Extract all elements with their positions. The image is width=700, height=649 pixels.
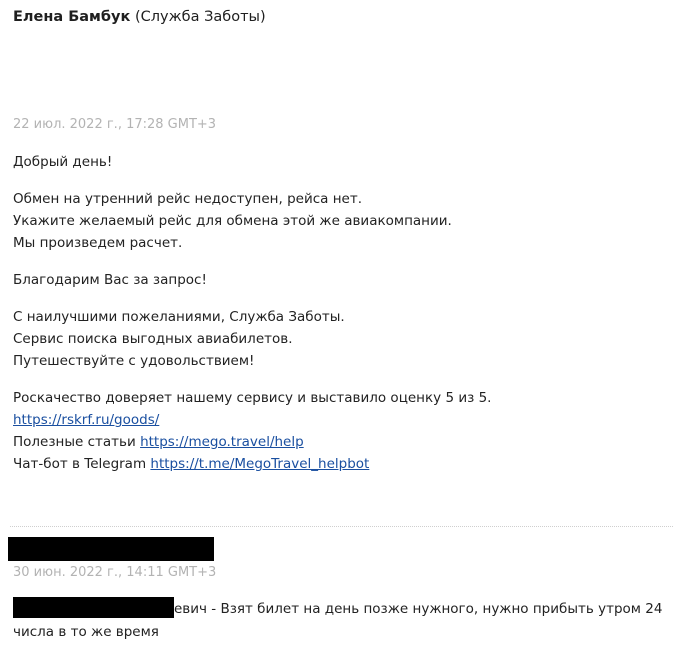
- message1-timestamp: 22 июл. 2022 г., 17:28 GMT+3: [13, 117, 217, 132]
- articles-line: [13, 431, 683, 453]
- body-line: Обмен на утренний рейс недоступен, рейса нет.: [13, 191, 362, 207]
- sender-name: Елена Бамбук: [13, 9, 131, 25]
- message1-sender: [13, 9, 266, 25]
- articles-link[interactable]: https://mego.travel/help: [140, 434, 304, 450]
- chatbot-link[interactable]: https://t.me/MegoTravel_helpbot: [150, 456, 370, 472]
- rating-link[interactable]: https://rskrf.ru/goods/: [13, 412, 160, 428]
- message2-timestamp: 30 июн. 2022 г., 14:11 GMT+3: [13, 565, 217, 580]
- signature-line: Путешествуйте с удовольствием!: [13, 353, 255, 369]
- signature-line: С наилучшими пожеланиями, Служба Заботы.: [13, 309, 345, 325]
- redacted-sender: [8, 537, 214, 561]
- message2-text: евич - Взят билет на день позже нужного, нужно прибыть утром 24 числа в то же время: [13, 601, 663, 640]
- redacted-name: [13, 597, 174, 618]
- message1-body: [13, 151, 683, 490]
- signature-line: Сервис поиска выгодных авиабилетов.: [13, 331, 293, 347]
- body-line: Мы произведем расчет.: [13, 235, 183, 251]
- thanks-paragraph: [13, 269, 683, 291]
- exchange-paragraph: [13, 188, 683, 254]
- links-paragraph: [13, 387, 683, 475]
- sender-org: (Служба Заботы): [134, 9, 266, 25]
- articles-label: Полезные статьи: [13, 434, 136, 450]
- signature-paragraph: [13, 306, 683, 372]
- body-line: Укажите желаемый рейс для обмена этой же авиакомпании.: [13, 213, 452, 229]
- chatbot-label: Чат-бот в Telegram: [13, 456, 147, 472]
- thanks-line: Благодарим Вас за запрос!: [13, 272, 207, 288]
- greeting: Добрый день!: [13, 154, 113, 170]
- rating-line: [13, 409, 683, 431]
- chatbot-line: [13, 453, 683, 475]
- greeting-paragraph: [13, 151, 683, 173]
- rating-text: Роскачество доверяет нашему сервису и выставило оценку 5 из 5.: [13, 390, 492, 406]
- message-divider: [10, 526, 673, 527]
